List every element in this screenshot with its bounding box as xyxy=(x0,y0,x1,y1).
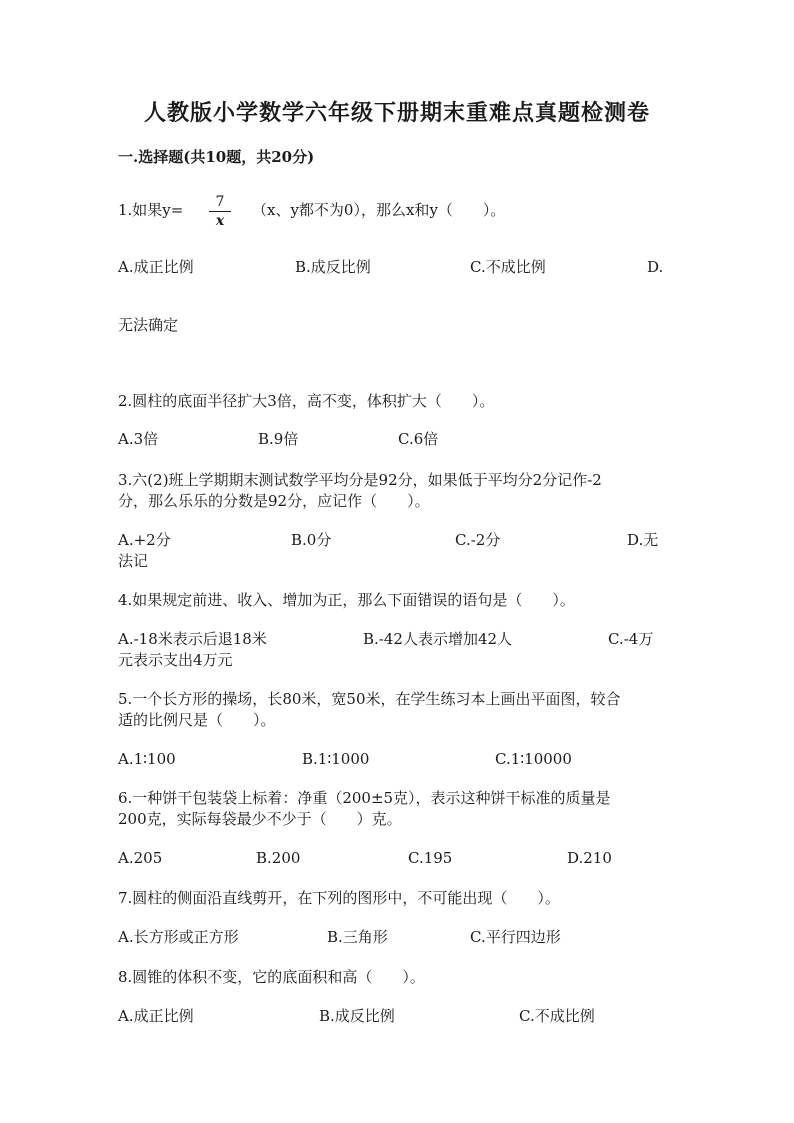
question-5-stem-line-1: 5.一个长方形的操场，长80米，宽50米，在学生练习本上画出平面图，较合 xyxy=(118,690,621,708)
question-8-option-a[interactable]: A.成正比例 xyxy=(118,1007,194,1025)
fraction-numerator: 7 xyxy=(215,194,225,210)
question-4-option-b[interactable]: B.-42人表示增加42人 xyxy=(363,630,513,648)
question-6-option-c[interactable]: C.195 xyxy=(408,849,453,867)
fraction-7-over-x xyxy=(209,194,231,229)
question-6-stem-line-1: 6.一种饼干包装袋上标着：净重（200±5克），表示这种饼干标准的质量是 xyxy=(118,789,611,807)
question-3-stem-line-1: 3.六(2)班上学期期末测试数学平均分是92分，如果低于平均分2分记作-2 xyxy=(118,471,602,489)
fraction-denominator: x xyxy=(215,213,225,229)
question-7-option-a[interactable]: A.长方形或正方形 xyxy=(118,928,239,946)
question-5-stem-line-2: 适的比例尺是（ ）。 xyxy=(118,711,276,729)
question-5-option-c[interactable]: C.1∶10000 xyxy=(495,750,572,768)
question-2-option-b[interactable]: B.9倍 xyxy=(258,430,299,448)
question-3-stem-line-2: 分，那么乐乐的分数是92分，应记作（ ）。 xyxy=(118,492,430,510)
question-3-option-d-text[interactable]: 法记 xyxy=(118,552,149,570)
question-2-option-a[interactable]: A.3倍 xyxy=(118,430,159,448)
question-1-option-b[interactable]: B.成反比例 xyxy=(295,258,371,276)
fraction-bar xyxy=(209,211,231,212)
question-3-option-b[interactable]: B.0分 xyxy=(291,531,332,549)
question-8-stem: 8.圆锥的体积不变，它的底面积和高（ ）。 xyxy=(118,968,425,986)
question-1-option-d-label[interactable]: D. xyxy=(647,258,664,276)
question-5-option-b[interactable]: B.1∶1000 xyxy=(302,750,370,768)
question-2-stem: 2.圆柱的底面半径扩大3倍，高不变，体积扩大（ ）。 xyxy=(118,392,495,410)
question-4-option-c-label[interactable]: C.-4万 xyxy=(608,630,654,648)
page-title: 人教版小学数学六年级下册期末重难点真题检测卷 xyxy=(143,100,650,126)
question-1-option-a[interactable]: A.成正比例 xyxy=(118,258,194,276)
section-heading: 一.选择题(共10题，共20分) xyxy=(118,148,315,166)
question-1-prefix: 1.如果y= xyxy=(118,201,184,219)
question-3-option-c[interactable]: C.-2分 xyxy=(455,531,501,549)
question-6-option-a[interactable]: A.205 xyxy=(118,849,163,867)
question-8-option-b[interactable]: B.成反比例 xyxy=(319,1007,395,1025)
question-4-option-a[interactable]: A.-18米表示后退18米 xyxy=(118,630,267,648)
question-7-option-c[interactable]: C.平行四边形 xyxy=(470,928,561,946)
question-4-option-c-text[interactable]: 元表示支出4万元 xyxy=(118,651,233,669)
question-5-option-a[interactable]: A.1∶100 xyxy=(118,750,176,768)
question-4-stem: 4.如果规定前进、收入、增加为正，那么下面错误的语句是（ ）。 xyxy=(118,591,575,609)
question-1-suffix: （x、y都不为0），那么x和y（ ）。 xyxy=(252,201,506,219)
question-8-option-c[interactable]: C.不成比例 xyxy=(519,1007,595,1025)
question-7-stem: 7.圆柱的侧面沿直线剪开，在下列的图形中，不可能出现（ ）。 xyxy=(118,889,560,907)
question-6-option-d[interactable]: D.210 xyxy=(567,849,612,867)
question-2-option-c[interactable]: C.6倍 xyxy=(398,430,439,448)
question-1-option-d-text[interactable]: 无法确定 xyxy=(118,316,179,334)
question-3-option-d-label[interactable]: D.无 xyxy=(627,531,659,549)
question-1-option-c[interactable]: C.不成比例 xyxy=(470,258,546,276)
question-6-stem-line-2: 200克，实际每袋最少不少于（ ）克。 xyxy=(118,810,402,828)
question-3-option-a[interactable]: A.+2分 xyxy=(118,531,171,549)
question-6-option-b[interactable]: B.200 xyxy=(256,849,301,867)
question-7-option-b[interactable]: B.三角形 xyxy=(327,928,388,946)
